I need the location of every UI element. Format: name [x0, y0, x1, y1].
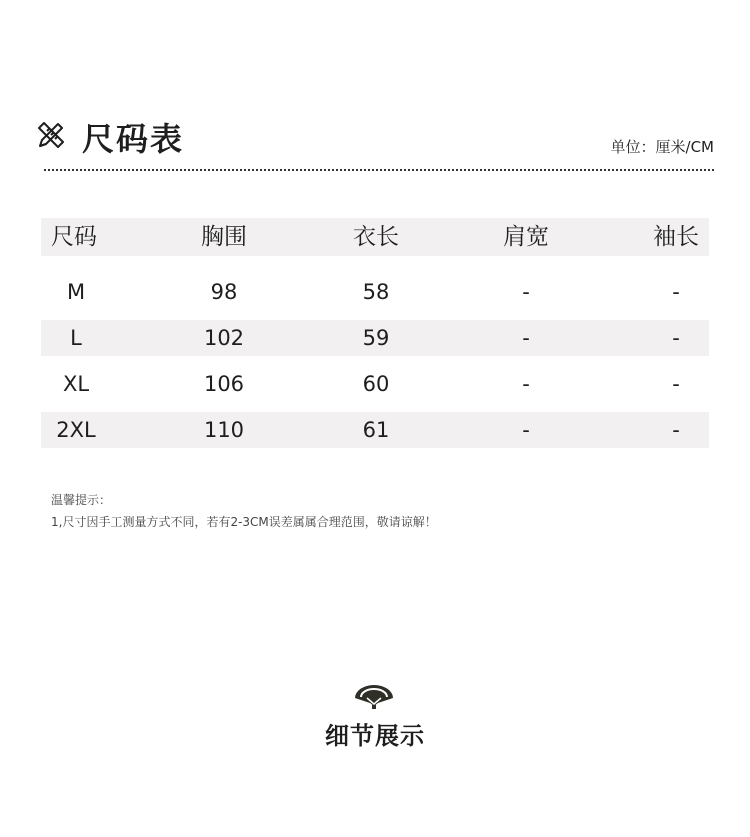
- table-cell: M: [66, 280, 86, 304]
- table-cell: 60: [362, 372, 390, 396]
- table-cell: 98: [210, 280, 238, 304]
- notes-line: 1,尺寸因手工测量方式不同，若有2-3CM误差属属合理范围，敬请谅解！: [51, 515, 437, 529]
- pencil-ruler-icon: [36, 120, 66, 150]
- dotted-divider: [44, 169, 714, 171]
- table-cell: -: [522, 418, 530, 442]
- table-cell: -: [672, 418, 680, 442]
- table-row: [41, 366, 709, 402]
- column-header-shoulder: 肩宽: [503, 224, 549, 250]
- table-cell: 58: [362, 280, 390, 304]
- table-row: [41, 412, 709, 448]
- table-cell: 102: [203, 326, 245, 350]
- table-gap: [41, 310, 709, 320]
- notes-heading: 温馨提示：: [51, 493, 112, 507]
- unit-label: 单位：厘米/CM: [610, 138, 714, 156]
- table-row: [41, 320, 709, 356]
- table-cell: -: [672, 372, 680, 396]
- table-cell: 106: [203, 372, 245, 396]
- table-gap: [41, 256, 709, 274]
- column-header-size: 尺码: [51, 224, 97, 250]
- table-cell: -: [672, 280, 680, 304]
- table-cell: -: [522, 280, 530, 304]
- table-header-row: [41, 218, 709, 256]
- column-header-length: 衣长: [353, 224, 399, 250]
- column-header-sleeve: 袖长: [653, 224, 699, 250]
- table-cell: 59: [362, 326, 390, 350]
- table-cell: L: [70, 326, 82, 350]
- column-header-chest: 胸围: [201, 224, 247, 250]
- size-table: [41, 218, 709, 448]
- table-cell: XL: [62, 372, 90, 396]
- table-cell: -: [522, 326, 530, 350]
- fan-icon: [353, 684, 395, 710]
- table-cell: 61: [362, 418, 390, 442]
- table-cell: 2XL: [56, 418, 96, 442]
- table-cell: -: [672, 326, 680, 350]
- page-title: 尺码表: [82, 120, 185, 158]
- section-title-details: 细节展示: [325, 722, 425, 750]
- notes-block: [51, 489, 437, 533]
- table-cell: -: [522, 372, 530, 396]
- table-cell: 110: [203, 418, 245, 442]
- table-gap: [41, 402, 709, 412]
- table-gap: [41, 356, 709, 366]
- table-row: [41, 274, 709, 310]
